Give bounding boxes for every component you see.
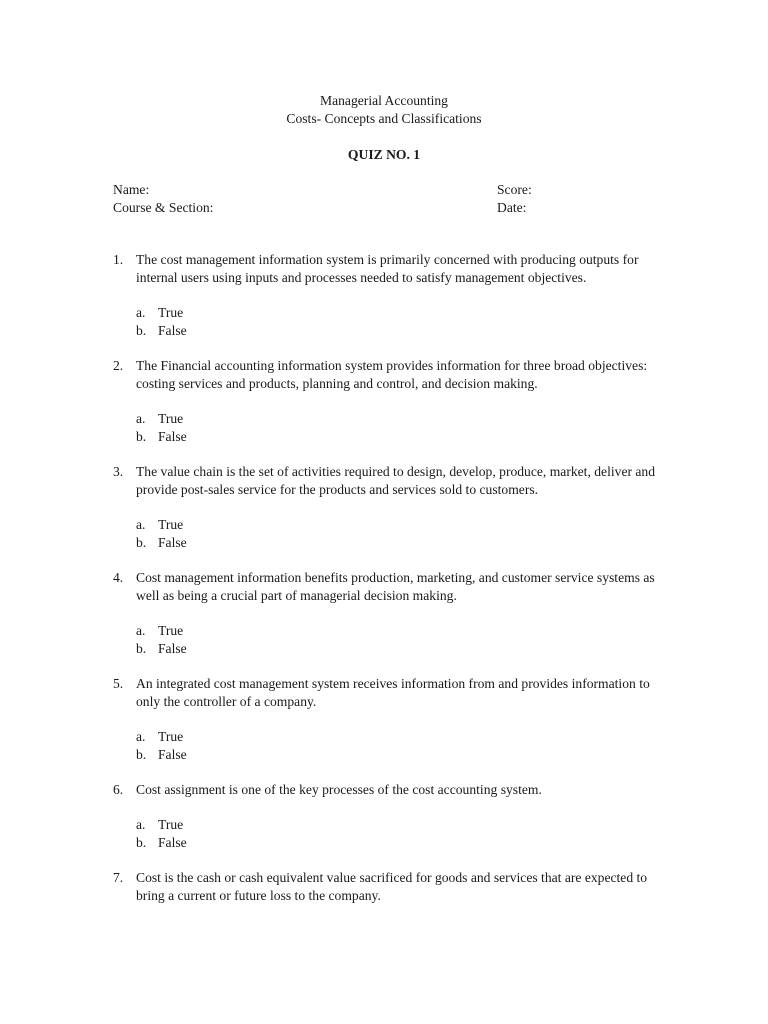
question-text (136, 251, 676, 287)
question-line: internal users using inputs and processes needed to satisfy management objectives. (136, 270, 587, 285)
question-number: 7. (113, 870, 124, 885)
option-text: False (158, 835, 187, 850)
question-text (136, 463, 676, 499)
question-line: provide post-sales service for the products and services sold to customers. (136, 482, 539, 497)
option-text: True (158, 305, 184, 320)
option-letter: a. (136, 305, 146, 320)
option-letter: b. (136, 747, 147, 762)
question-text (136, 675, 676, 711)
question-line: The Financial accounting information system provides information for three broad objectives: (136, 358, 648, 373)
course-title: Managerial Accounting (320, 93, 448, 108)
option-text: True (158, 411, 184, 426)
question-number: 6. (113, 782, 124, 797)
quiz-title: QUIZ NO. 1 (347, 147, 421, 162)
question-line: Cost assignment is one of the key processes of the cost accounting system. (136, 782, 542, 797)
score-label: Score: (497, 182, 532, 197)
option-letter: b. (136, 429, 147, 444)
option-letter: a. (136, 623, 146, 638)
option-letter: b. (136, 535, 147, 550)
question-number: 1. (113, 252, 124, 267)
option-text: True (158, 517, 184, 532)
option-text: True (158, 817, 184, 832)
option-letter: a. (136, 817, 146, 832)
option-letter: a. (136, 517, 146, 532)
option-letter: b. (136, 835, 147, 850)
option-letter: b. (136, 641, 147, 656)
question-text (136, 869, 676, 905)
question-number: 4. (113, 570, 124, 585)
question-number: 5. (113, 676, 124, 691)
question-line: Cost is the cash or cash equivalent value sacrificed for goods and services that are expected to (136, 870, 648, 885)
question-line: The cost management information system is primarily concerned with producing outputs for (136, 252, 639, 267)
student-info-left (113, 181, 213, 217)
question-line: costing services and products, planning and control, and decision making. (136, 376, 538, 391)
question-text (136, 357, 676, 393)
question-line: only the controller of a company. (136, 694, 317, 709)
topic-title: Costs- Concepts and Classifications (286, 111, 482, 126)
question-line: An integrated cost management system receives information from and provides information to (136, 676, 650, 691)
date-label: Date: (497, 200, 527, 215)
question-line: The value chain is the set of activities required to design, develop, produce, market, deliver and (136, 464, 656, 479)
question-line: Cost management information benefits production, marketing, and customer service systems as (136, 570, 655, 585)
option-text: True (158, 623, 184, 638)
option-text: False (158, 323, 187, 338)
question-line: bring a current or future loss to the company. (136, 888, 381, 903)
question-text (136, 569, 676, 605)
question-text (136, 781, 676, 799)
option-letter: a. (136, 729, 146, 744)
option-text: False (158, 747, 187, 762)
student-info-right (497, 181, 532, 217)
option-letter: b. (136, 323, 147, 338)
option-text: True (158, 729, 184, 744)
option-letter: a. (136, 411, 146, 426)
name-label: Name: (113, 182, 150, 197)
option-text: False (158, 641, 187, 656)
question-number: 2. (113, 358, 124, 373)
question-number: 3. (113, 464, 124, 479)
course-section-label: Course & Section: (113, 200, 214, 215)
option-text: False (158, 535, 187, 550)
option-text: False (158, 429, 187, 444)
question-line: well as being a crucial part of managerial decision making. (136, 588, 457, 603)
